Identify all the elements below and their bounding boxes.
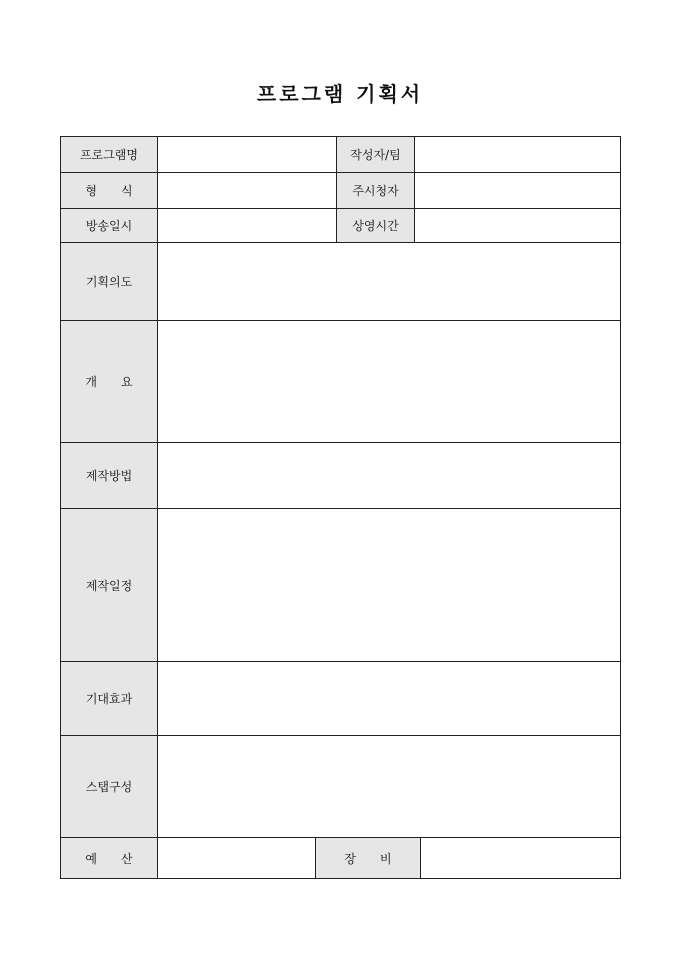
format-label: 형 식 [61,173,158,209]
author-team-label: 작성자/팀 [337,137,415,173]
target-audience-field[interactable] [415,173,621,209]
target-audience-label: 주시청자 [337,173,415,209]
row-production-schedule [61,509,621,662]
budget-field[interactable] [158,838,316,879]
overview-label: 개 요 [61,321,158,443]
row-production-method [61,443,621,509]
document-title: 프로그램 기획서 [256,82,424,106]
running-time-label: 상영시간 [337,209,415,243]
budget-label: 예 산 [61,838,158,879]
production-schedule-field[interactable] [158,509,621,662]
format-field[interactable] [158,173,337,209]
program-plan-form [60,136,621,879]
row-staff-composition [61,736,621,838]
row-format [61,173,621,209]
broadcast-datetime-label: 방송일시 [61,209,158,243]
production-method-label: 제작방법 [61,443,158,509]
program-name-label: 프로그램명 [61,137,158,173]
row-overview [61,321,621,443]
running-time-field[interactable] [415,209,621,243]
row-expected-effect [61,662,621,736]
broadcast-datetime-field[interactable] [158,209,337,243]
row-planning-intent [61,243,621,321]
expected-effect-field[interactable] [158,662,621,736]
equipment-field[interactable] [421,838,621,879]
planning-intent-label: 기획의도 [61,243,158,321]
production-method-field[interactable] [158,443,621,509]
overview-field[interactable] [158,321,621,443]
expected-effect-label: 기대효과 [61,662,158,736]
planning-intent-field[interactable] [158,243,621,321]
program-name-field[interactable] [158,137,337,173]
staff-composition-field[interactable] [158,736,621,838]
equipment-label: 장 비 [316,838,421,879]
staff-composition-label: 스탭구성 [61,736,158,838]
row-budget-equipment [61,838,621,879]
production-schedule-label: 제작일정 [61,509,158,662]
row-program-name [61,137,621,173]
author-team-field[interactable] [415,137,621,173]
row-broadcast [61,209,621,243]
